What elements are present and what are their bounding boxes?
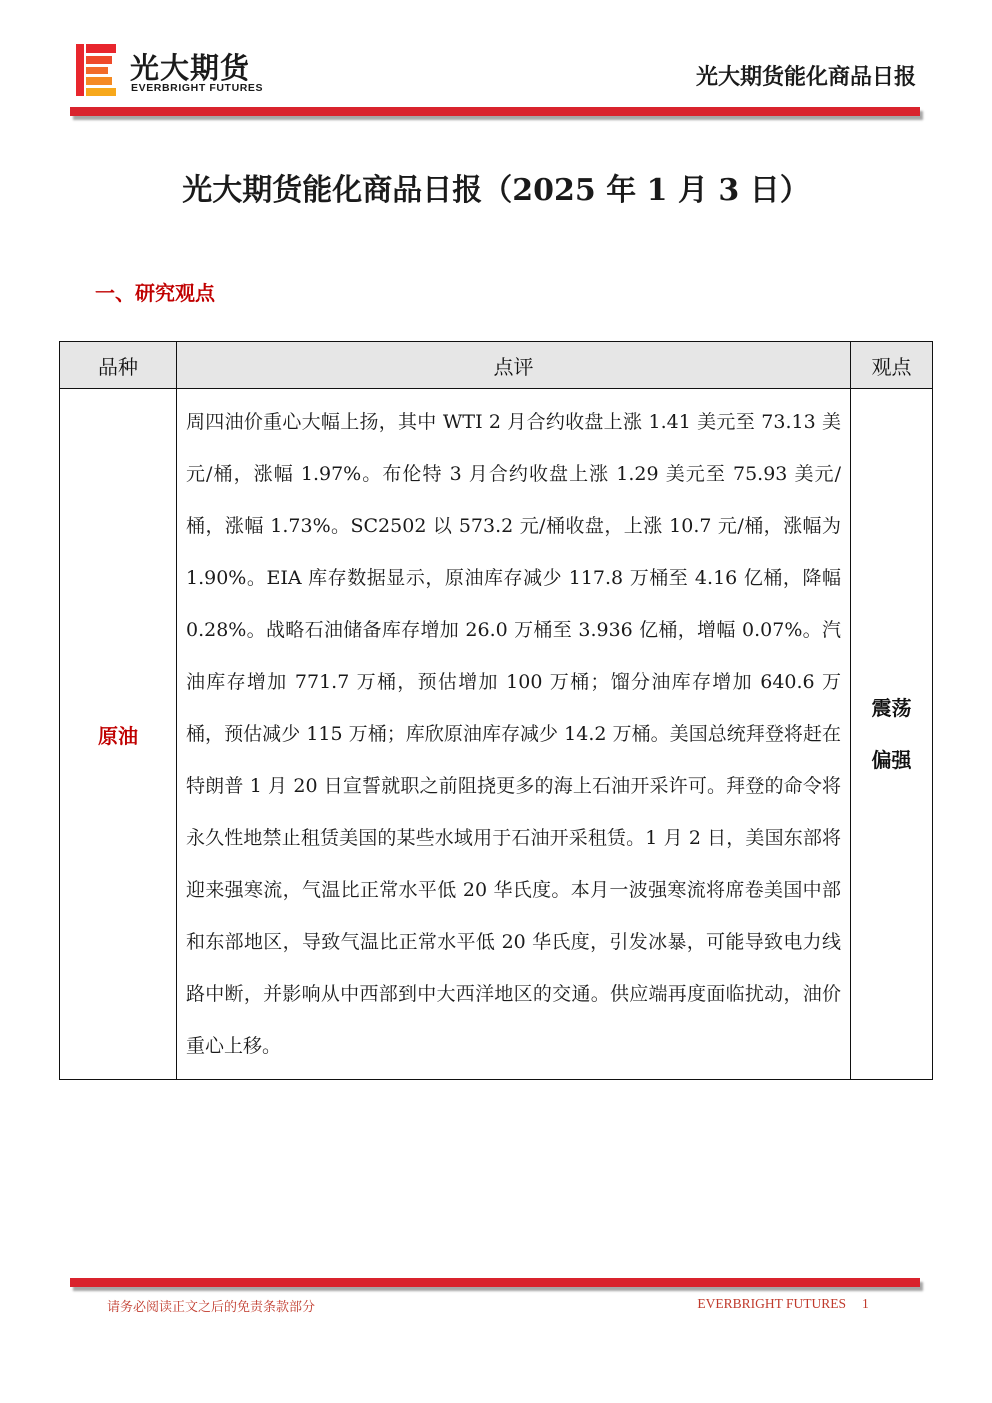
document-title: 光大期货能化商品日报（2025 年 1 月 3 日） <box>182 173 810 208</box>
logo-chinese-name: 光大期货 <box>130 51 251 85</box>
footer-disclaimer: 请务必阅读正文之后的免责条款部分 <box>107 1300 316 1315</box>
header-variety: 品种 <box>60 342 177 389</box>
section-heading: 一、研究观点 <box>95 281 215 305</box>
footer-brand: EVERBRIGHT FUTURES <box>697 1296 846 1311</box>
variety-cell: 原油 <box>60 389 177 1080</box>
header-view: 观点 <box>851 342 933 389</box>
view-line-1: 震荡 <box>871 696 912 720</box>
logo-english-name: EVERBRIGHT FUTURES <box>131 82 264 94</box>
comment-cell: 周四油价重心大幅上扬，其中 WTI 2 月合约收盘上涨 1.41 美元至 73.13 美元/桶，涨幅 1.97%。布伦特 3 月合约收盘上涨 1.29 美元至 75.93 美元/桶，涨幅 1.73%。SC2502 以 573.2 元/桶收盘，上涨 10.7 元/桶，涨幅为 1.90%。EIA 库存数据显示，原油库存减少 117.8 万桶至 4.16 亿桶，降幅 0.28%。战略石油储备库存增加 26.0 万桶至 3.936 亿桶，增幅 0.07%。汽油库存增加 771.7 万桶，预估增加 100 万桶；馏分油库存增加 640.6 万桶，预估减少 115 万桶；库欣原油库存减少 14.2 万桶。美国总统拜登将赶在特朗普 1 月 20 日宣誓就职之前阻挠更多的海上石油开采许可。拜登的命令将永久性地禁止租赁美国的某些水域用于石油开采租赁。1 月 2 日，美国东部将迎来强寒流，气温比正常水平低 20 华氏度。本月一波强寒流将席卷美国中部和东部地区，导致气温比正常水平低 20 华氏度，引发冰暴，可能导致电力线路中断，并影响从中西部到中大西洋地区的交通。供应端再度面临扰动，油价重心上移。 <box>177 389 851 1080</box>
research-view-table <box>59 341 933 1080</box>
company-logo <box>74 42 284 98</box>
page-number: 1 <box>862 1296 869 1311</box>
view-line-2: 偏强 <box>871 748 912 772</box>
everbright-logo-icon <box>74 42 120 98</box>
footer-divider <box>70 1278 920 1287</box>
table-row <box>60 389 933 1080</box>
table-header-row <box>60 342 933 389</box>
view-cell <box>851 389 933 1080</box>
header-divider <box>70 107 920 116</box>
header-comment: 点评 <box>177 342 851 389</box>
header-report-title: 光大期货能化商品日报 <box>695 64 916 90</box>
